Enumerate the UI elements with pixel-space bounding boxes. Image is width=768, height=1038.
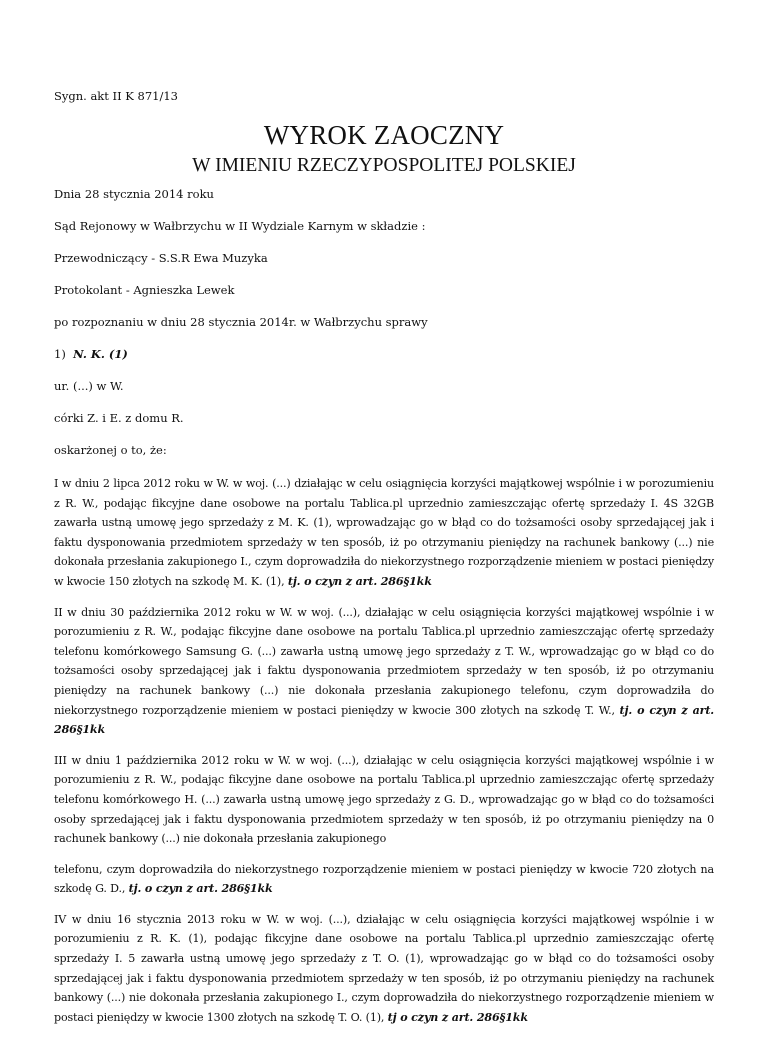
case-reference: Sygn. akt II K 871/13 — [54, 89, 179, 103]
presiding-judge: Przewodniczący - S.S.R Ewa Muzyka — [54, 251, 268, 265]
charge-article: tj. o czyn z art. 286§1kk — [54, 703, 715, 737]
charge-text: I w dniu 2 lipca 2012 roku w W. w woj. (...) działając w celu osiągnięcia korzyści majątkowej wspólnie i w porozumieniu z R. W., podając fikcyjne dane osobowe na portalu Tablica.pl uprzednio zamieszczając ofertę sprzedaży I. 4S 32GB zawarła ustną umowę jego sprzedaży z M. K. (1), wprowadzając go w błąd co do tożsamości osoby sprzedającej jak i faktu dysponowania przedmiotem sprzedaży w ten sposób, iż po otrzymaniu pieniędzy na rachunek bankowy (...) nie dokonała przesłania zakupionego I., czym doprowadziła do niekorzystnego rozporządzenie mieniem w postaci pieniędzy w kwocie 150 złotych na szkodę M. K. (1), — [54, 477, 714, 588]
birth-line: ur. (...) w W. — [54, 379, 124, 393]
document-subtitle: W IMIENIU RZECZYPOSPOLITEJ POLSKIEJ — [192, 155, 576, 176]
charge-paragraph — [54, 910, 714, 1028]
charge-paragraph — [54, 603, 714, 740]
hearing-line: po rozpoznaniu w dniu 28 stycznia 2014r. w Wałbrzychu sprawy — [54, 315, 428, 329]
document-title: WYROK ZAOCZNY — [263, 120, 505, 150]
judgment-document — [54, 88, 714, 1038]
charge-article: tj o czyn z art. 286§1kk — [387, 1010, 528, 1024]
charge-text: telefonu, czym doprowadziła do niekorzystnego rozporządzenie mieniem w postaci pieniędzy w kwocie 720 złotych na szkodę G. D., — [54, 862, 714, 896]
charge-paragraph — [54, 751, 714, 849]
date-line: Dnia 28 stycznia 2014 roku — [54, 187, 214, 201]
charge-text: IV w dniu 16 stycznia 2013 roku w W. w woj. (...), działając w celu osiągnięcia korzyści majątkowej wspólnie i w porozumieniu z R. K. (1), podając fikcyjne dane osobowe na portalu Tablica.pl uprzednio zamieszczając ofertę sprzedaży I. 5 zawarła ustną umowę jego sprzedaży z T. O. (1), wprowadzając go w błąd co do tożsamości osoby sprzedającej jak i faktu dysponowania przedmiotem sprzedaży w ten sposób, iż po otrzymaniu pieniędzy na rachunek bankowy (...) nie dokonała przesłania zakupionego I., czym doprowadziła do niekorzystnego rozporządzenie mieniem w postaci pieniędzy w kwocie 1300 złotych na szkodę T. O. (1), — [54, 912, 714, 1024]
court-clerk: Protokolant - Agnieszka Lewek — [54, 283, 235, 297]
defendant-line — [54, 346, 714, 362]
charge-article: tj. o czyn z art. 286§1kk — [128, 882, 273, 896]
charge-paragraph — [54, 860, 714, 899]
defendant-name: N. K. (1) — [73, 347, 128, 361]
parents-line: córki Z. i E. z domu R. — [54, 411, 184, 425]
charge-text: II w dniu 30 października 2012 roku w W. w woj. (...), działając w celu osiągnięcia korzyści majątkowej wspólnie i w porozumieniu z R. W., podając fikcyjne dane osobowe na portalu Tablica.pl uprzednio zamieszczając ofertę sprzedaży telefonu komórkowego Samsung G. (...) zawarła ustną umowę jego sprzedaży z T. W., wprowadzając go w błąd co do tożsamości osoby sprzedającej jak i faktu dysponowania przedmiotem sprzedaży w ten sposób, iż po otrzymaniu pieniędzy na rachunek bankowy (...) nie dokonała przesłania zakupionego telefonu, czym doprowadziła do niekorzystnego rozporządzenie mieniem w postaci pieniędzy w kwocie 300 złotych na szkodę T. W., — [54, 605, 714, 717]
court-line: Sąd Rejonowy w Wałbrzychu w II Wydziale Karnym w składzie : — [54, 219, 426, 233]
charge-article: tj. o czyn z art. 286§1kk — [287, 574, 432, 588]
charge-paragraph — [54, 474, 714, 592]
charge-text: III w dniu 1 października 2012 roku w W. w woj. (...), działając w celu osiągnięcia korzyści majątkowej wspólnie i w porozumieniu z R. W., podając fikcyjne dane osobowe na portalu Tablica.pl uprzednio zamieszczając ofertę sprzedaży telefonu komórkowego H. (...) zawarła ustną umowę jego sprzedaży z G. D., wprowadzając go w błąd co do tożsamości osoby sprzedającej jak i faktu dysponowania przedmiotem sprzedaży w ten sposób, iż po otrzymaniu pieniędzy na 0 rachunek bankowy (...) nie dokonała przesłania zakupionego — [54, 753, 714, 846]
accusation-line: oskarżonej o to, że: — [54, 443, 167, 457]
defendant-number: 1) — [54, 347, 66, 361]
